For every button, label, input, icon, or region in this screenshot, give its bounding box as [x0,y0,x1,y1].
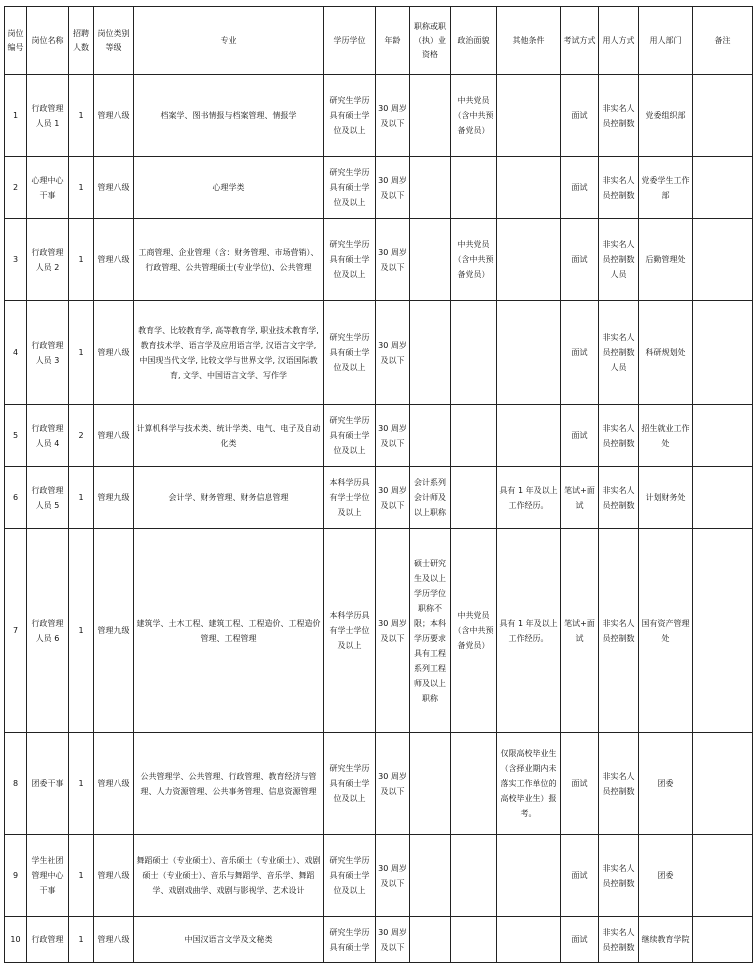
department: 团委 [639,733,693,835]
position-level: 管理九级 [94,467,134,529]
position-name: 行政管理人员 5 [27,467,69,529]
title-requirement [410,733,451,835]
exam-method: 面试 [561,835,599,917]
other-conditions: 具有 1 年及以上工作经历。 [497,529,561,733]
education-requirement: 研究生学历具有硕士学位及以上 [324,75,376,157]
position-level: 管理八级 [94,157,134,219]
row-number: 3 [5,219,27,301]
position-name: 行政管理人员 6 [27,529,69,733]
employment-method: 非实名人员控制数人员 [599,219,639,301]
education-requirement: 研究生学历具有硕士学位及以上 [324,733,376,835]
age-requirement: 30 周岁及以下 [376,157,410,219]
position-level: 管理八级 [94,301,134,405]
education-requirement: 研究生学历具有硕士学 [324,917,376,963]
header-cell: 职称或职（执）业资格 [410,7,451,75]
row-number: 5 [5,405,27,467]
political-status [451,467,497,529]
position-level: 管理八级 [94,75,134,157]
exam-method: 笔试+面试 [561,467,599,529]
header-cell: 政治面貌 [451,7,497,75]
hire-count: 1 [69,733,94,835]
exam-method: 面试 [561,405,599,467]
political-status [451,157,497,219]
remarks [693,917,753,963]
department: 招生就业工作处 [639,405,693,467]
education-requirement: 研究生学历具有硕士学位及以上 [324,835,376,917]
hire-count: 1 [69,75,94,157]
department: 国有资产管理处 [639,529,693,733]
other-conditions: 具有 1 年及以上工作经历。 [497,467,561,529]
employment-method: 非实名人员控制数 [599,733,639,835]
table-row [5,301,753,405]
header-cell: 其他条件 [497,7,561,75]
other-conditions [497,301,561,405]
hire-count: 2 [69,405,94,467]
department: 团委 [639,835,693,917]
employment-method: 非实名人员控制数人员 [599,301,639,405]
major-requirement: 工商管理、企业管理（含：财务管理、市场营销）、行政管理、公共管理硕士(专业学位)、公共管理 [134,219,324,301]
table-row [5,733,753,835]
position-name: 行政管理人员 3 [27,301,69,405]
row-number: 1 [5,75,27,157]
employment-method: 非实名人员控制数 [599,75,639,157]
education-requirement: 本科学历具有学士学位及以上 [324,467,376,529]
political-status [451,405,497,467]
header-cell: 备注 [693,7,753,75]
table-row [5,529,753,733]
position-level: 管理九级 [94,529,134,733]
exam-method: 面试 [561,157,599,219]
exam-method: 面试 [561,733,599,835]
remarks [693,835,753,917]
position-level: 管理八级 [94,835,134,917]
exam-method: 面试 [561,301,599,405]
table-row [5,75,753,157]
header-cell: 岗位类别等级 [94,7,134,75]
age-requirement: 30 周岁及以下 [376,733,410,835]
exam-method: 面试 [561,219,599,301]
other-conditions [497,405,561,467]
table-row [5,467,753,529]
age-requirement: 30 周岁及以下 [376,835,410,917]
row-number: 10 [5,917,27,963]
age-requirement: 30 周岁及以下 [376,917,410,963]
row-number: 7 [5,529,27,733]
major-requirement: 档案学、图书情报与档案管理、情报学 [134,75,324,157]
title-requirement [410,75,451,157]
hire-count: 1 [69,301,94,405]
remarks [693,529,753,733]
title-requirement [410,405,451,467]
position-name: 行政管理人员 1 [27,75,69,157]
employment-method: 非实名人员控制数 [599,529,639,733]
education-requirement: 研究生学历具有硕士学位及以上 [324,219,376,301]
header-row [5,7,753,75]
department: 后勤管理处 [639,219,693,301]
employment-method: 非实名人员控制数 [599,467,639,529]
major-requirement: 中国汉语言文学及文秘类 [134,917,324,963]
political-status [451,301,497,405]
remarks [693,157,753,219]
position-level: 管理八级 [94,405,134,467]
exam-method: 面试 [561,75,599,157]
header-cell: 岗位名称 [27,7,69,75]
other-conditions: 仅限高校毕业生（含择业期内未落实工作单位的高校毕业生）报考。 [497,733,561,835]
hire-count: 1 [69,529,94,733]
major-requirement: 计算机科学与技术类、统计学类、电气、电子及自动化类 [134,405,324,467]
age-requirement: 30 周岁及以下 [376,301,410,405]
position-name: 行政管理 [27,917,69,963]
exam-method: 面试 [561,917,599,963]
employment-method: 非实名人员控制数 [599,157,639,219]
table-row [5,835,753,917]
row-number: 4 [5,301,27,405]
position-level: 管理八级 [94,917,134,963]
title-requirement [410,835,451,917]
remarks [693,405,753,467]
title-requirement [410,157,451,219]
hire-count: 1 [69,157,94,219]
table-row [5,405,753,467]
remarks [693,301,753,405]
position-name: 行政管理人员 2 [27,219,69,301]
age-requirement: 30 周岁及以下 [376,75,410,157]
political-status: 中共党员（含中共预备党员） [451,75,497,157]
position-name: 团委干事 [27,733,69,835]
recruitment-table [4,6,753,963]
title-requirement: 硕士研究生及以上学历学位职称不限；本科学历要求具有工程系列工程师及以上职称 [410,529,451,733]
education-requirement: 研究生学历具有硕士学位及以上 [324,157,376,219]
exam-method: 笔试+面试 [561,529,599,733]
remarks [693,219,753,301]
other-conditions [497,219,561,301]
employment-method: 非实名人员控制数 [599,835,639,917]
other-conditions [497,917,561,963]
header-cell: 考试方式 [561,7,599,75]
remarks [693,733,753,835]
hire-count: 1 [69,219,94,301]
major-requirement: 教育学、比较教育学, 高等教育学, 职业技术教育学, 教育技术学、语言学及应用语言学, 汉语言文字学, 中国现当代文学, 比较文学与世界文学, 汉语国际教育, 文学、中国语言文学、写作学 [134,301,324,405]
major-requirement: 心理学类 [134,157,324,219]
row-number: 6 [5,467,27,529]
header-cell: 年龄 [376,7,410,75]
hire-count: 1 [69,835,94,917]
major-requirement: 会计学、财务管理、财务信息管理 [134,467,324,529]
position-name: 学生社团管理中心干事 [27,835,69,917]
department: 党委学生工作部 [639,157,693,219]
title-requirement [410,219,451,301]
row-number: 8 [5,733,27,835]
title-requirement [410,301,451,405]
table-row [5,917,753,963]
employment-method: 非实名人员控制数 [599,405,639,467]
title-requirement: 会计系列会计师及以上职称 [410,467,451,529]
major-requirement: 舞蹈硕士（专业硕士）、音乐硕士（专业硕士）、戏剧硕士（专业硕士）、音乐与舞蹈学、音乐学、舞蹈学、戏剧戏曲学、戏剧与影视学、艺术设计 [134,835,324,917]
table-row [5,219,753,301]
position-name: 行政管理人员 4 [27,405,69,467]
department: 科研规划处 [639,301,693,405]
position-name: 心理中心干事 [27,157,69,219]
other-conditions [497,157,561,219]
remarks [693,75,753,157]
age-requirement: 30 周岁及以下 [376,405,410,467]
department: 继续教育学院 [639,917,693,963]
education-requirement: 本科学历具有学士学位及以上 [324,529,376,733]
header-cell: 专业 [134,7,324,75]
political-status [451,733,497,835]
other-conditions [497,835,561,917]
remarks [693,467,753,529]
header-cell: 学历学位 [324,7,376,75]
age-requirement: 30 周岁及以下 [376,219,410,301]
age-requirement: 30 周岁及以下 [376,467,410,529]
education-requirement: 研究生学历具有硕士学位及以上 [324,301,376,405]
header-cell: 用人部门 [639,7,693,75]
employment-method: 非实名人员控制数 [599,917,639,963]
education-requirement: 研究生学历具有硕士学位及以上 [324,405,376,467]
position-level: 管理八级 [94,733,134,835]
age-requirement: 30 周岁及以下 [376,529,410,733]
position-level: 管理八级 [94,219,134,301]
hire-count: 1 [69,917,94,963]
header-cell: 岗位编号 [5,7,27,75]
department: 计划财务处 [639,467,693,529]
major-requirement: 公共管理学、公共管理、行政管理、教育经济与管理、人力资源管理、公共事务管理、信息资源管理 [134,733,324,835]
major-requirement: 建筑学、土木工程、建筑工程、工程造价、工程造价管理、工程管理 [134,529,324,733]
row-number: 9 [5,835,27,917]
department: 党委组织部 [639,75,693,157]
political-status [451,835,497,917]
header-cell: 用人方式 [599,7,639,75]
hire-count: 1 [69,467,94,529]
header-cell: 招聘人数 [69,7,94,75]
political-status: 中共党员（含中共预备党员） [451,219,497,301]
title-requirement [410,917,451,963]
row-number: 2 [5,157,27,219]
political-status: 中共党员（含中共预备党员） [451,529,497,733]
other-conditions [497,75,561,157]
political-status [451,917,497,963]
table-row [5,157,753,219]
